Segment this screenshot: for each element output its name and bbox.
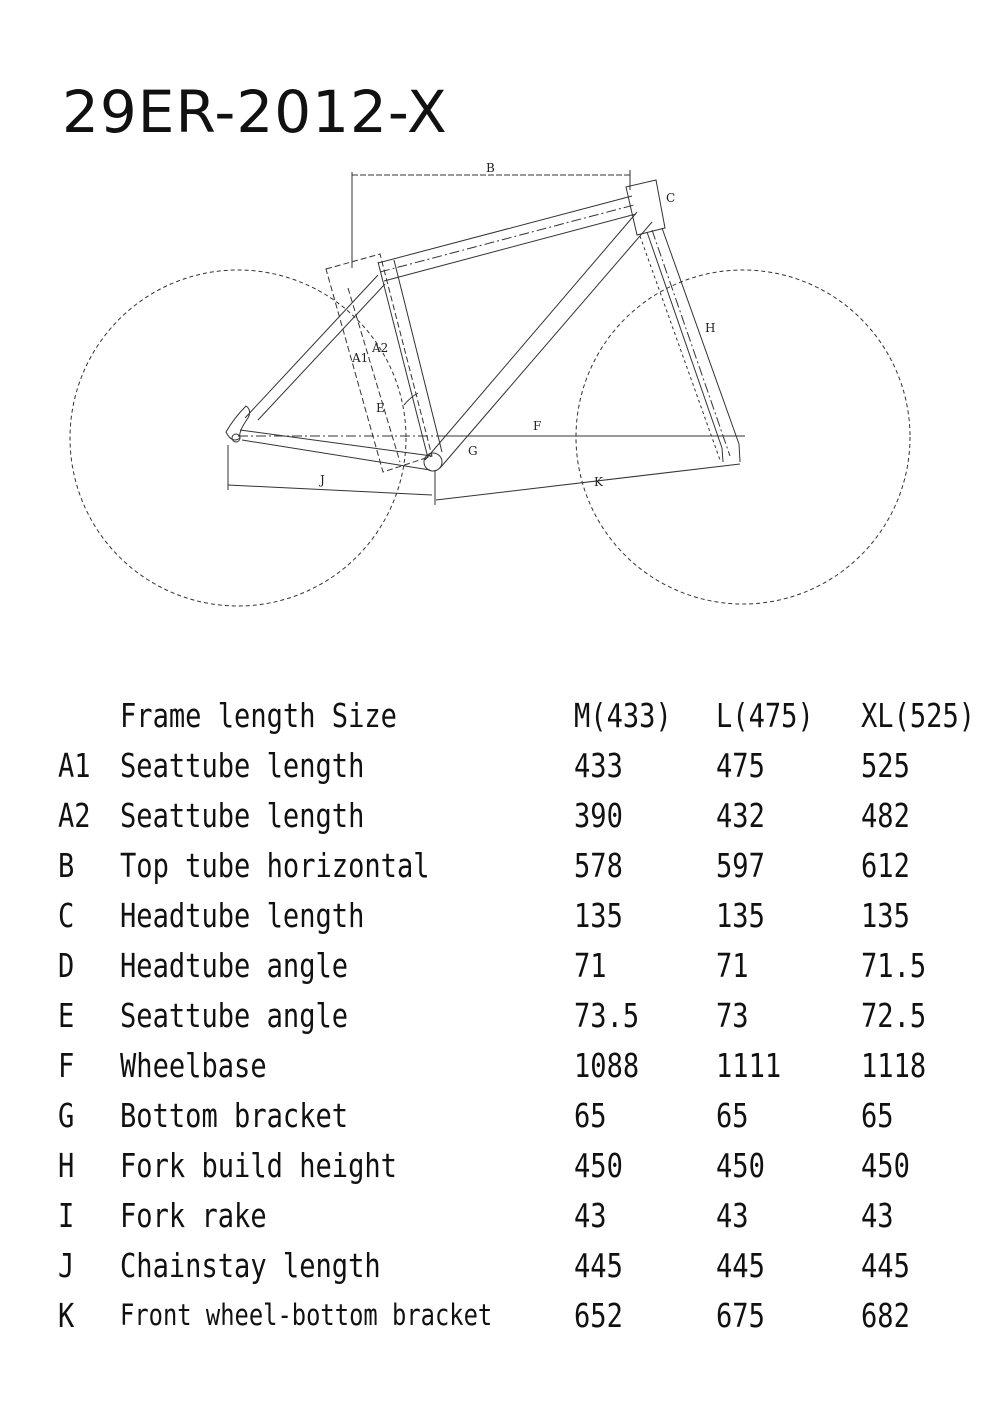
row-value-l: 475 [715, 745, 765, 785]
row-value-l: 450 [715, 1145, 765, 1185]
row-label: Seattube length [119, 745, 365, 785]
row-code: F [58, 1045, 75, 1085]
row-value-l: 1111 [715, 1045, 781, 1085]
row-code: A2 [58, 795, 91, 835]
row-value-m: 450 [573, 1145, 623, 1185]
row-value-l: 675 [715, 1295, 765, 1335]
row-value-m: 390 [573, 795, 623, 835]
bottom-bracket [424, 453, 442, 471]
row-code: I [58, 1195, 75, 1235]
row-value-xl: 65 [860, 1095, 894, 1135]
row-code: C [58, 895, 75, 935]
label-b: B [486, 161, 495, 175]
row-value-xl: 135 [860, 895, 910, 935]
table-row [58, 1040, 1000, 1090]
table-row [58, 1240, 1000, 1290]
row-label: Front wheel-bottom bracket [119, 1298, 493, 1332]
row-value-xl: 71.5 [860, 945, 927, 985]
table-row [58, 940, 1000, 990]
row-code: E [58, 995, 75, 1035]
table-row [58, 840, 1000, 890]
front-wheel [576, 270, 910, 604]
row-value-xl: 43 [860, 1195, 894, 1235]
row-code: K [58, 1295, 75, 1335]
table-row [58, 790, 1000, 840]
row-value-xl: 612 [860, 845, 910, 885]
row-code: H [58, 1145, 75, 1185]
row-label: Wheelbase [119, 1045, 267, 1085]
row-value-m: 1088 [573, 1045, 639, 1085]
table-row [58, 740, 1000, 790]
row-label: Top tube horizontal [119, 845, 430, 885]
row-value-l: 445 [715, 1245, 765, 1285]
row-label: Headtube length [119, 895, 365, 935]
row-value-xl: 682 [860, 1295, 910, 1335]
row-value-l: 135 [715, 895, 765, 935]
row-value-m: 445 [573, 1245, 623, 1285]
header-size-xl: XL(525) [860, 695, 975, 735]
row-value-m: 135 [573, 895, 623, 935]
rear-dropout [226, 406, 250, 442]
label-j: J [320, 473, 325, 487]
row-label: Chainstay length [119, 1245, 381, 1285]
row-code: B [58, 845, 75, 885]
row-label: Seattube length [119, 795, 365, 835]
row-value-l: 73 [715, 995, 749, 1035]
frame-geometry-diagram [0, 150, 1000, 620]
seat-tube [378, 260, 442, 458]
row-value-xl: 72.5 [860, 995, 927, 1035]
row-code: G [58, 1095, 75, 1135]
row-value-m: 578 [573, 845, 623, 885]
label-a1: A1 [352, 351, 369, 365]
label-f: F [533, 419, 542, 433]
table-row [58, 1090, 1000, 1140]
header-size-l: L(475) [715, 695, 814, 735]
row-value-m: 73.5 [573, 995, 639, 1035]
row-value-m: 71 [573, 945, 607, 985]
label-e: E [376, 401, 385, 415]
top-tube [378, 196, 636, 281]
row-value-l: 43 [715, 1195, 749, 1235]
row-value-m: 65 [573, 1095, 607, 1135]
label-a2: A2 [372, 341, 389, 355]
table-row [58, 1190, 1000, 1240]
dimension-labels [318, 161, 715, 489]
frame-size-table [58, 690, 1000, 1340]
label-h: H [705, 321, 716, 335]
header-label: Frame length Size [119, 695, 397, 735]
row-value-xl: 525 [860, 745, 910, 785]
page-title: 29ER-2012-X [62, 78, 448, 146]
row-value-l: 65 [715, 1095, 749, 1135]
label-g: G [468, 444, 478, 458]
row-code: A1 [58, 745, 91, 785]
row-value-xl: 482 [860, 795, 910, 835]
row-value-l: 71 [715, 945, 749, 985]
row-value-xl: 450 [860, 1145, 910, 1185]
row-value-m: 433 [573, 745, 623, 785]
table-header-row [58, 690, 1000, 740]
header-size-m: M(433) [573, 695, 672, 735]
row-label: Seattube angle [119, 995, 348, 1035]
row-code: J [58, 1245, 75, 1285]
row-label: Headtube angle [119, 945, 348, 985]
row-label: Fork build height [119, 1145, 397, 1185]
row-value-m: 43 [573, 1195, 607, 1235]
header-code [58, 690, 109, 740]
seat-stays [245, 275, 385, 420]
row-value-l: 597 [715, 845, 765, 885]
row-label: Bottom bracket [119, 1095, 348, 1135]
row-value-xl: 1118 [860, 1045, 927, 1085]
rear-wheel [70, 270, 406, 606]
head-tube [626, 180, 665, 235]
row-label: Fork rake [119, 1195, 267, 1235]
row-value-m: 652 [573, 1295, 623, 1335]
table-row [58, 1290, 1000, 1340]
row-value-xl: 445 [860, 1245, 910, 1285]
row-code: D [58, 945, 75, 985]
table-row [58, 1140, 1000, 1190]
fork [647, 228, 740, 462]
row-value-l: 432 [715, 795, 765, 835]
label-c: C [666, 191, 676, 205]
table-row [58, 890, 1000, 940]
label-k: K [594, 475, 603, 489]
table-row [58, 990, 1000, 1040]
